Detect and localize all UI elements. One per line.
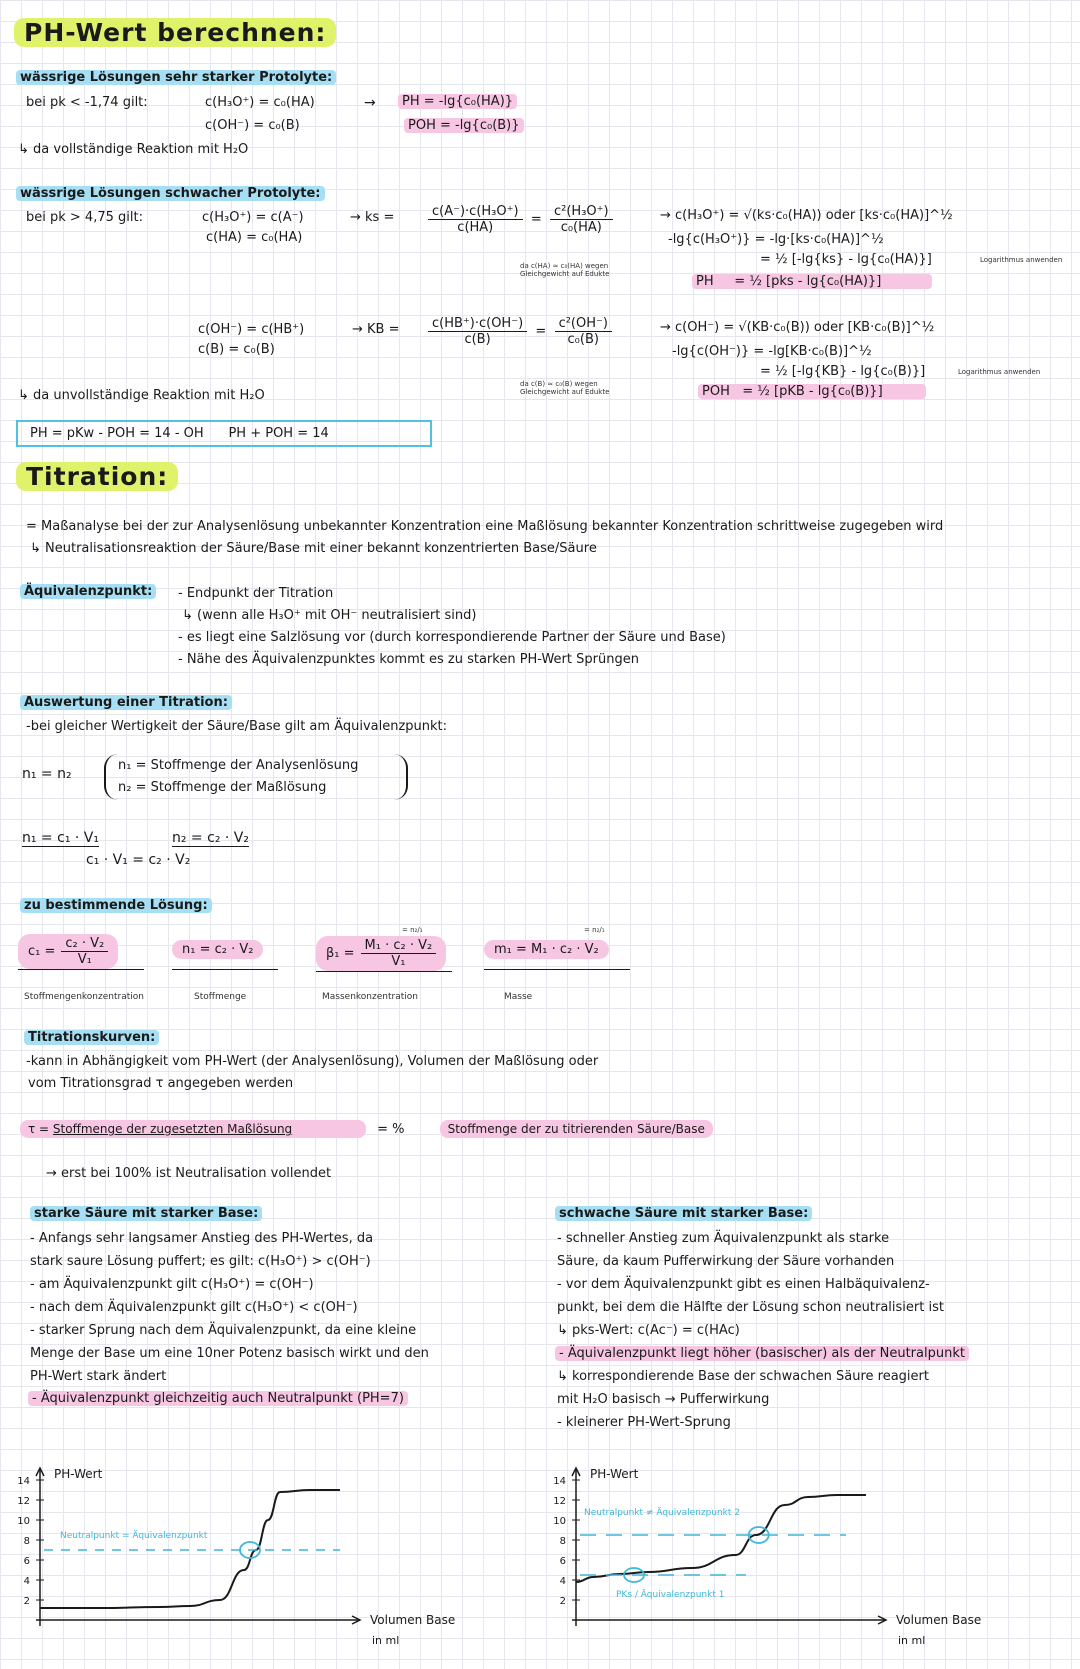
weak-acid-r1: → c(H₃O⁺) = √(ks·c₀(HA)) oder [ks·c₀(HA)]^½ — [660, 208, 953, 223]
evaluation-heading: Auswertung einer Titration: — [20, 695, 232, 710]
y-tick-label: 8 — [559, 1536, 566, 1547]
formula-mass-concentration: β₁ = $\frac{\text{M₁ · c₂ · V₂}}{\text{V₁}}$ — [316, 936, 452, 972]
y-tick-label: 10 — [17, 1516, 30, 1527]
weak-note: ↳ da unvollständige Reaktion mit H₂O — [18, 388, 265, 403]
y-tick-label: 14 — [553, 1476, 566, 1487]
strong-strong-item: - am Äquivalenzpunkt gilt c(H₃O⁺) = c(OH⁻) — [30, 1277, 314, 1292]
ks-approx-note: da c(HA) ≈ c₀(HA) wegen Gleichgewicht auf Edukte — [520, 262, 610, 278]
equivalence-item: ↳ (wenn alle H₃O⁺ mit OH⁻ neutralisiert sind) — [182, 608, 477, 623]
x-axis-label: Volumen Base — [370, 1613, 456, 1627]
y-tick-label: 10 — [553, 1516, 566, 1527]
weak-strong-item: - kleinerer PH-Wert-Sprung — [557, 1415, 731, 1430]
n2-definition: n₂ = Stoffmenge der Maßlösung — [118, 780, 327, 795]
weak-base-eq2: c(B) = c₀(B) — [198, 342, 275, 357]
y-tick-label: 2 — [23, 1596, 30, 1607]
weak-strong-item: - schneller Anstieg zum Äquivalenzpunkt als starke — [557, 1231, 890, 1246]
titration-curve — [40, 1490, 340, 1608]
weak-base-r1: → c(OH⁻) = √(KB·c₀(B)) oder [KB·c₀(B)]^½ — [660, 320, 935, 335]
titration-title: Titration: — [16, 462, 178, 491]
weak-base-poh-result: POH = ½ [pKB - lg{c₀(B)}] — [698, 384, 926, 399]
curves-text-2: vom Titrationsgrad τ angegeben werden — [28, 1076, 294, 1091]
strong-strong-last: - Äquivalenzpunkt gleichzeitig auch Neutralpunkt (PH=7) — [28, 1391, 408, 1406]
x-axis-label: Volumen Base — [896, 1613, 982, 1627]
titration-curve-weak — [546, 1450, 1006, 1665]
y-axis-label: PH-Wert — [590, 1467, 639, 1481]
formula-concentration: c₁ = $\frac{\text{c₂ · V₂}}{\text{V₁}}$ — [18, 934, 144, 970]
y-axis-label: PH-Wert — [54, 1467, 103, 1481]
y-tick-label: 2 — [559, 1596, 566, 1607]
neutral-equivalence-label: Neutralpunkt = Äquivalenzpunkt — [60, 1531, 208, 1541]
kb-approx-note: da c(B) ≈ c₀(B) wegen Gleichgewicht auf Edukte — [520, 380, 610, 396]
tau-note: → erst bei 100% ist Neutralisation vollendet — [46, 1166, 332, 1181]
weak-strong-item: - vor dem Äquivalenzpunkt gibt es einen Halbäquivalenz- — [557, 1277, 930, 1292]
evaluation-text: -bei gleicher Wertigkeit der Säure/Base gilt am Äquivalenzpunkt: — [26, 719, 448, 734]
strong-arrow: → — [364, 95, 376, 111]
n-equality: n₁ = n₂ — [22, 766, 72, 782]
strong-strong-item: PH-Wert stark ändert — [30, 1369, 167, 1384]
y-tick-label: 14 — [17, 1476, 30, 1487]
weak-acid-eq2: c(HA) = c₀(HA) — [206, 230, 303, 245]
strong-strong-item: Menge der Base um eine 10ner Potenz basisch wirkt und den — [30, 1346, 429, 1361]
ks-fraction: $\frac{\text{c(A⁻)·c(H₃O⁺)}}{c(HA)}$ = $\frac{\text{c²(H₃O⁺)}}{\text{c₀(HA)}}$ — [428, 204, 613, 235]
weak-acid-ph-result: PH = ½ [pks - lg{c₀(HA)}] — [692, 274, 932, 289]
x-axis-unit: in ml — [372, 1634, 400, 1647]
titration-definition: = Maßanalyse bei der zur Analysenlösung unbekannter Konzentration eine Maßlösung bekannter Konzentration schrittweise zugegeben wird — [26, 519, 944, 534]
equivalence-heading: Äquivalenzpunkt: — [20, 584, 156, 599]
titration-curve-strong — [10, 1450, 490, 1665]
weak-base-eq1: c(OH⁻) = c(HB⁺) — [198, 322, 305, 337]
strong-eq1: c(H₃O⁺) = c₀(HA) — [205, 95, 315, 110]
weak-strong-heading: schwache Säure mit starker Base: — [555, 1206, 812, 1221]
y-tick-label: 6 — [559, 1556, 566, 1567]
weak-protolytes-heading: wässrige Lösungen schwacher Protolyte: — [16, 186, 325, 201]
strong-strong-heading: starke Säure mit starker Base: — [30, 1206, 262, 1221]
strong-condition: bei pk < -1,74 gilt: — [26, 95, 148, 110]
strong-eq2: c(OH⁻) = c₀(B) — [205, 118, 300, 133]
strong-note: ↳ da vollständige Reaktion mit H₂O — [18, 142, 249, 157]
weak-acid-r2: -lg{c(H₃O⁺)} = -lg·[ks·c₀(HA)]^½ — [668, 232, 884, 247]
curves-heading: Titrationskurven: — [24, 1030, 159, 1045]
n1-definition: n₁ = Stoffmenge der Analysenlösung — [118, 758, 359, 773]
strong-protolytes-heading: wässrige Lösungen sehr starker Protolyte: — [16, 70, 336, 85]
determine-heading: zu bestimmende Lösung: — [20, 898, 212, 913]
y-tick-label: 6 — [23, 1556, 30, 1567]
page-title: PH-Wert berechnen: — [14, 18, 336, 47]
ph-poh-box: PH = pKw - POH = 14 - OH PH + POH = 14 — [16, 420, 432, 447]
strong-result-ph: PH = -lg{c₀(HA)} — [398, 94, 517, 109]
kb-fraction: $\frac{c(HB^+)\cdot c(OH^-)}{c(B)}$ = $\frac{\text{c²(OH⁻)}}{\text{c₀(B)}}$ — [428, 316, 612, 347]
label-mass: Masse — [504, 992, 533, 1002]
weak-strong-item: ↳ pks-Wert: c(Ac⁻) = c(HAc) — [557, 1323, 740, 1338]
x-axis-unit: in ml — [898, 1634, 926, 1647]
titration-definition-2: ↳ Neutralisationsreaktion der Säure/Base mit einer bekannt konzentrierten Base/Säure — [30, 541, 597, 556]
formula-mass: m₁ = M₁ · c₂ · V₂ — [484, 938, 630, 970]
weak-strong-item: mit H₂O basisch → Pufferwirkung — [557, 1392, 770, 1407]
mass-conc-over: = n₂/₁ — [402, 926, 423, 934]
neutral-not-equivalence-label: Neutralpunkt ≠ Äquivalenzpunkt 2 — [584, 1508, 741, 1518]
weak-strong-item: Säure, da kaum Pufferwirkung der Säure vorhanden — [557, 1254, 895, 1269]
strong-strong-item: - starker Sprung nach dem Äquivalenzpunkt, da eine kleine — [30, 1323, 417, 1338]
label-mass-concentration: Massenkonzentration — [322, 992, 418, 1002]
n1-formula: n₁ = c₁ · V₁ — [22, 830, 99, 846]
strong-result-poh: POH = -lg{c₀(B)} — [404, 118, 524, 133]
tau-formula: τ = Stoffmenge der zugesetzten Maßlösung = % Stoffmenge der zu titrierenden Säure/Base — [20, 1116, 713, 1138]
strong-strong-item: - nach dem Äquivalenzpunkt gilt c(H₃O⁺) < c(OH⁻) — [30, 1300, 358, 1315]
weak-strong-item: ↳ korrespondierende Base der schwachen Säure reagiert — [557, 1369, 929, 1384]
weak-base-r2: -lg{c(OH⁻)} = -lg[KB·c₀(B)]^½ — [672, 344, 872, 359]
equivalence-item: - es liegt eine Salzlösung vor (durch korrespondierende Partner der Säure und Base) — [178, 630, 726, 645]
log-note-base: Logarithmus anwenden — [958, 368, 1041, 376]
y-tick-label: 12 — [553, 1496, 566, 1507]
weak-acid-r3: = ½ [-lg{ks} - lg{c₀(HA)}] — [760, 252, 932, 267]
weak-acid-eq1: c(H₃O⁺) = c(A⁻) — [202, 210, 304, 225]
y-tick-label: 4 — [23, 1576, 30, 1587]
log-note-acid: Logarithmus anwenden — [980, 256, 1063, 264]
pks-equivalence-label: PKs / Äquivalenzpunkt 1 — [616, 1590, 725, 1600]
ks-label: → ks = — [350, 210, 395, 225]
label-concentration: Stoffmengenkonzentration — [24, 992, 144, 1002]
y-tick-label: 12 — [17, 1496, 30, 1507]
cv-formula: c₁ · V₁ = c₂ · V₂ — [86, 852, 191, 868]
weak-condition: bei pk > 4,75 gilt: — [26, 210, 143, 225]
weak-strong-item: punkt, bei dem die Hälfte der Lösung schon neutralisiert ist — [557, 1300, 944, 1315]
equivalence-item: - Endpunkt der Titration — [178, 586, 334, 601]
weak-base-r3: = ½ [-lg{KB} - lg{c₀(B)}] — [760, 364, 926, 379]
strong-strong-item: stark saure Lösung puffert; es gilt: c(H₃O⁺) > c(OH⁻) — [30, 1254, 371, 1269]
n2-formula: n₂ = c₂ · V₂ — [172, 830, 249, 846]
label-amount: Stoffmenge — [194, 992, 247, 1002]
formula-amount: n₁ = c₂ · V₂ — [172, 938, 278, 970]
strong-strong-item: - Anfangs sehr langsamer Anstieg des PH-Wertes, da — [30, 1231, 374, 1246]
weak-strong-highlight: - Äquivalenzpunkt liegt höher (basischer) als der Neutralpunkt — [555, 1346, 969, 1361]
curves-text: -kann in Abhängigkeit vom PH-Wert (der Analysenlösung), Volumen der Maßlösung oder — [26, 1054, 599, 1069]
equivalence-item: - Nähe des Äquivalenzpunktes kommt es zu starken PH-Wert Sprüngen — [178, 652, 639, 667]
y-tick-label: 8 — [23, 1536, 30, 1547]
mass-over: = n₂/₁ — [584, 926, 605, 934]
kb-label: → KB = — [352, 322, 400, 337]
y-tick-label: 4 — [559, 1576, 566, 1587]
